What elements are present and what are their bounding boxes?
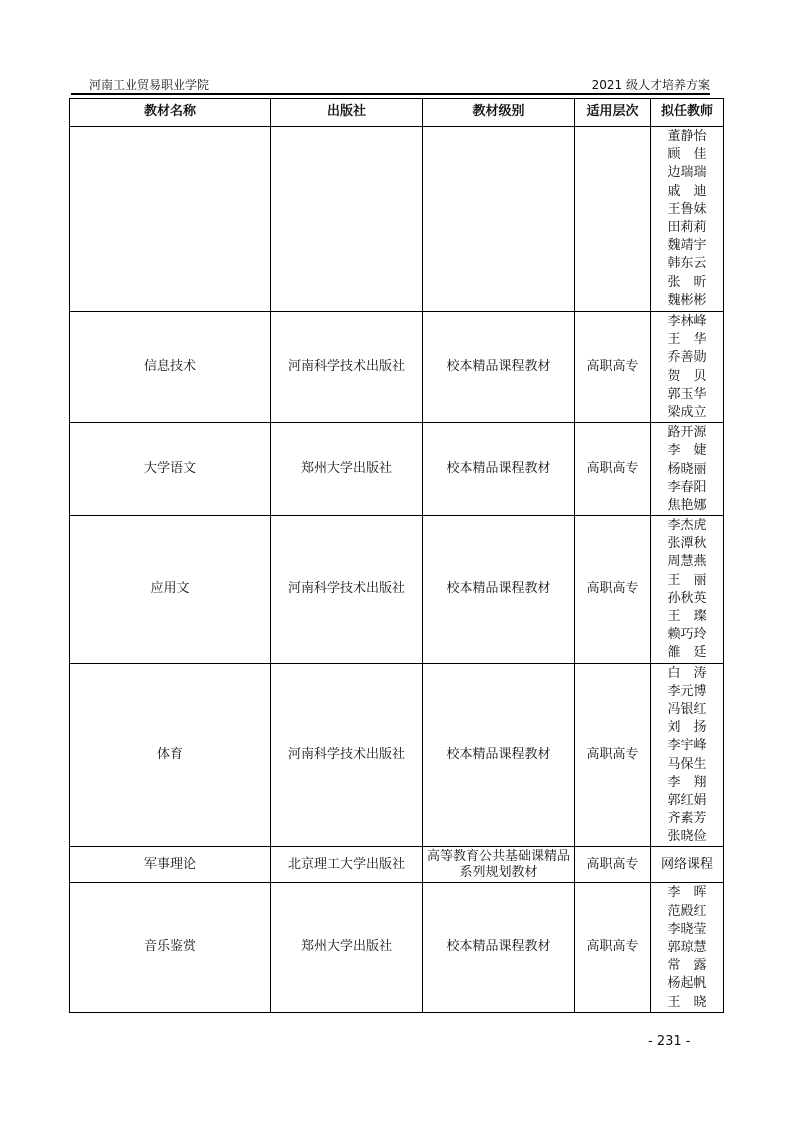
textbook-name-cell [70, 127, 271, 312]
teacher-name: 乔善勋 [667, 350, 707, 366]
teachers-cell [651, 423, 724, 516]
publisher-cell: 河南科学技术出版社 [271, 516, 423, 664]
col-header-publisher: 出版社 [271, 99, 423, 127]
teacher-name: 范殿红 [667, 903, 707, 919]
teacher-name: 张 昕 [667, 274, 707, 290]
applicable-level-cell: 高职高专 [575, 847, 651, 883]
teacher-name: 杨晓丽 [667, 461, 707, 477]
applicable-level-cell: 高职高专 [575, 312, 651, 423]
teacher-name: 杨起帆 [667, 976, 707, 992]
teacher-name: 贺 贝 [667, 368, 707, 384]
teacher-name: 冯银红 [667, 701, 707, 717]
table-row [70, 423, 724, 516]
teacher-name: 郭玉华 [667, 386, 707, 402]
header-rule [71, 93, 710, 95]
teachers-cell [651, 663, 724, 847]
publisher-cell: 北京理工大学出版社 [271, 847, 423, 883]
publisher-cell: 郑州大学出版社 [271, 423, 423, 516]
page-number: - 231 - [648, 1034, 691, 1049]
table-row [70, 516, 724, 664]
col-header-textbook-level: 教材级别 [423, 99, 575, 127]
teacher-name: 郭琼慧 [667, 940, 707, 955]
teacher-name: 李宇峰 [667, 738, 707, 754]
teacher-name: 王 丽 [667, 572, 707, 588]
teachers-cell [651, 516, 724, 664]
teachers-cell [651, 847, 724, 883]
teacher-name: 田莉莉 [667, 219, 707, 235]
textbook-name-cell: 军事理论 [70, 847, 271, 883]
teacher-name: 李 晖 [667, 885, 707, 901]
textbook-name-cell: 应用文 [70, 516, 271, 664]
textbook-name-cell: 信息技术 [70, 312, 271, 423]
teacher-name: 韩东云 [667, 256, 707, 272]
teacher-name: 戚 迪 [667, 183, 707, 199]
textbook-level-cell: 校本精品课程教材 [423, 883, 575, 1012]
teachers-cell [651, 312, 724, 423]
teacher-name: 李 婕 [667, 443, 707, 459]
textbook-name-cell: 音乐鉴赏 [70, 883, 271, 1012]
teacher-name: 刘 扬 [667, 720, 707, 736]
table-header-row [70, 99, 724, 127]
teacher-name: 董静怡 [667, 129, 707, 144]
textbook-level-cell: 高等教育公共基础课精品系列规划教材 [423, 847, 575, 883]
teacher-name: 李 翔 [667, 774, 707, 790]
teacher-name: 齐素芳 [667, 811, 707, 827]
teacher-name: 张晓俭 [667, 829, 707, 845]
teacher-name: 网络课程 [660, 856, 713, 872]
publisher-cell: 河南科学技术出版社 [271, 312, 423, 423]
teacher-name: 周慧燕 [667, 554, 707, 570]
applicable-level-cell: 高职高专 [575, 663, 651, 847]
teacher-name: 魏彬彬 [667, 292, 707, 308]
teacher-name: 孙秋英 [667, 590, 707, 606]
teacher-name: 李林峰 [667, 314, 707, 329]
teacher-name: 李元博 [667, 683, 707, 699]
teacher-name: 魏靖宇 [667, 238, 707, 254]
teacher-name: 焦艳娜 [667, 497, 707, 513]
textbook-level-cell: 校本精品课程教材 [423, 312, 575, 423]
table-row [70, 847, 724, 883]
teacher-name: 张潭秋 [667, 536, 707, 552]
publisher-cell: 河南科学技术出版社 [271, 663, 423, 847]
col-header-applicable-level: 适用层次 [575, 99, 651, 127]
teacher-name: 李晓莹 [667, 921, 707, 937]
col-header-textbook-name: 教材名称 [70, 99, 271, 127]
teacher-name: 马保生 [667, 756, 707, 772]
teacher-name: 路开源 [667, 425, 707, 441]
textbook-level-cell: 校本精品课程教材 [423, 516, 575, 664]
applicable-level-cell: 高职高专 [575, 883, 651, 1012]
textbook-name-cell: 体育 [70, 663, 271, 847]
teacher-name: 雒 廷 [667, 645, 707, 661]
applicable-level-cell [575, 127, 651, 312]
page-header [71, 76, 710, 94]
textbook-level-cell: 校本精品课程教材 [423, 663, 575, 847]
col-header-teachers: 拟任教师 [651, 99, 724, 127]
teachers-cell [651, 127, 724, 312]
table-row [70, 127, 724, 312]
textbook-level-cell [423, 127, 575, 312]
header-school-name: 河南工业贸易职业学院 [89, 78, 210, 92]
teacher-name: 王鲁妹 [667, 201, 707, 217]
textbook-table [69, 98, 724, 1013]
teacher-name: 白 涛 [667, 665, 707, 681]
teachers-cell [651, 883, 724, 1012]
teacher-name: 梁成立 [667, 404, 707, 420]
teacher-name: 李春阳 [667, 479, 707, 495]
teacher-name: 赖巧玲 [667, 627, 707, 643]
table-row [70, 312, 724, 423]
teacher-name: 常 露 [667, 958, 707, 974]
publisher-cell: 郑州大学出版社 [271, 883, 423, 1012]
publisher-cell [271, 127, 423, 312]
textbook-level-cell: 校本精品课程教材 [423, 423, 575, 516]
table-row [70, 883, 724, 1012]
header-doc-title: 2021 级人才培养方案 [591, 78, 710, 92]
textbook-name-cell: 大学语文 [70, 423, 271, 516]
table-row [70, 663, 724, 847]
teacher-name: 李杰虎 [667, 518, 707, 534]
teacher-name: 郭红娟 [667, 792, 707, 808]
teacher-name: 边瑞瑞 [667, 165, 707, 181]
teacher-name: 王 晓 [667, 994, 707, 1010]
teacher-name: 王 华 [667, 332, 707, 348]
teacher-name: 王 璨 [667, 609, 707, 624]
applicable-level-cell: 高职高专 [575, 516, 651, 664]
applicable-level-cell: 高职高专 [575, 423, 651, 516]
teacher-name: 顾 佳 [667, 147, 707, 163]
